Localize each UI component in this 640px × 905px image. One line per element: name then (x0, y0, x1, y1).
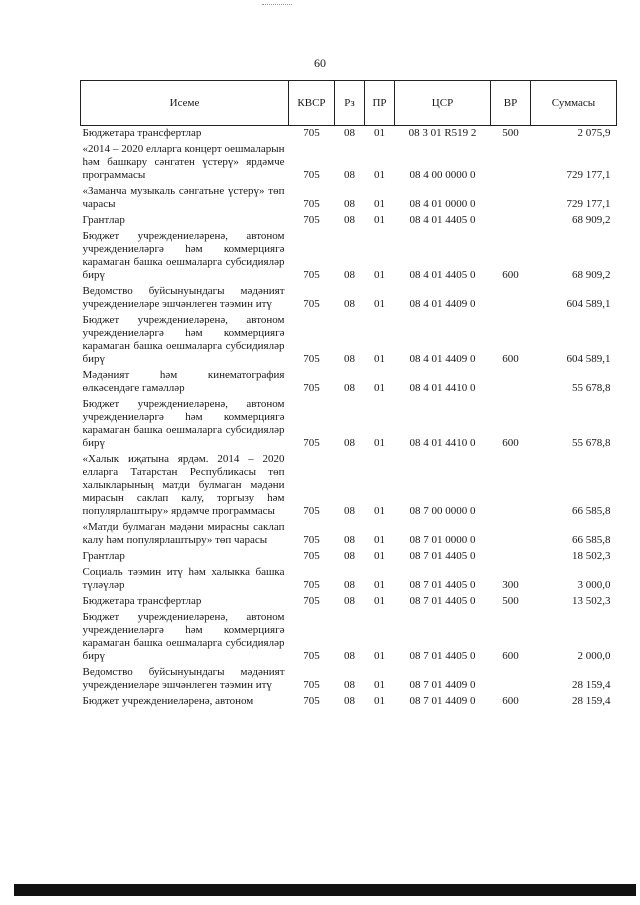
table-row (81, 213, 617, 229)
cell-sum: 13 502,3 (572, 595, 611, 607)
table-row (81, 368, 617, 397)
cell-vr (491, 284, 531, 313)
cell-kvsr: 705 (303, 353, 320, 365)
cell-rz: 08 (344, 298, 355, 310)
table-row (81, 520, 617, 549)
cell-name: Бюджет учреждениеләренә, автоном (82, 695, 254, 707)
cell-sum: 66 585,8 (572, 505, 611, 517)
cell-pr: 01 (374, 679, 385, 691)
cell-rz: 08 (344, 579, 355, 591)
page-number: 60 (314, 56, 326, 70)
cell-pr: 01 (374, 169, 385, 181)
cell-csr: 08 7 00 0000 0 (409, 505, 476, 517)
header-csr: ЦСР (395, 81, 491, 126)
cell-rz: 08 (344, 679, 355, 691)
cell-vr (491, 665, 531, 694)
cell-name: Социаль тәэмин итү һәм халыкка башка түләүләр (82, 566, 285, 591)
table-header-row (81, 81, 617, 126)
cell-name: Грантлар (82, 550, 125, 562)
table-row (81, 665, 617, 694)
cell-sum: 28 159,4 (572, 695, 611, 707)
cell-rz: 08 (344, 169, 355, 181)
cell-rz: 08 (344, 198, 355, 210)
cell-name: Грантлар (82, 214, 125, 226)
cell-vr (491, 452, 531, 520)
cell-kvsr: 705 (303, 650, 320, 662)
cell-csr: 08 4 01 4409 0 (409, 353, 476, 365)
budget-table (80, 80, 617, 710)
scan-bottom-edge (14, 884, 636, 896)
cell-vr: 600 (502, 437, 519, 449)
cell-vr (491, 213, 531, 229)
cell-name: Ведомство буйсынуындагы мәдәният учреждениеләре эшчәнлеген тәэмин итү (82, 666, 285, 691)
cell-vr: 600 (502, 269, 519, 281)
cell-pr: 01 (374, 214, 385, 226)
cell-kvsr: 705 (303, 298, 320, 310)
header-sum: Суммасы (531, 81, 617, 126)
table-row (81, 229, 617, 284)
cell-sum: 729 177,1 (566, 169, 611, 181)
cell-kvsr: 705 (303, 534, 320, 546)
cell-vr: 600 (502, 695, 519, 707)
cell-kvsr: 705 (303, 437, 320, 449)
cell-pr: 01 (374, 353, 385, 365)
cell-rz: 08 (344, 534, 355, 546)
cell-rz: 08 (344, 437, 355, 449)
cell-csr: 08 7 01 4405 0 (409, 550, 476, 562)
cell-sum: 68 909,2 (572, 269, 611, 281)
cell-pr: 01 (374, 550, 385, 562)
cell-name: «2014 – 2020 елларга концерт оешмаларын һәм башкару сәнгатен үстерү» ярдәмче программасы (82, 143, 285, 181)
cell-rz: 08 (344, 505, 355, 517)
cell-rz: 08 (344, 595, 355, 607)
cell-vr: 600 (502, 353, 519, 365)
cell-rz: 08 (344, 127, 355, 139)
cell-sum: 604 589,1 (566, 353, 611, 365)
cell-rz: 08 (344, 650, 355, 662)
cell-rz: 08 (344, 695, 355, 707)
cell-csr: 08 7 01 4405 0 (409, 595, 476, 607)
header-vr: ВР (491, 81, 531, 126)
cell-name: Мәдәният һәм кинематография өлкәсендәге гамәлләр (82, 369, 285, 394)
cell-csr: 08 7 01 4405 0 (409, 579, 476, 591)
cell-vr: 300 (502, 579, 519, 591)
cell-csr: 08 7 01 4409 0 (409, 679, 476, 691)
table-row (81, 565, 617, 594)
table-row (81, 549, 617, 565)
table-row (81, 694, 617, 710)
cell-sum: 3 000,0 (577, 579, 611, 591)
cell-csr: 08 4 00 0000 0 (409, 169, 476, 181)
table-row (81, 397, 617, 452)
cell-csr: 08 7 01 0000 0 (409, 534, 476, 546)
cell-name: Бюджет учреждениеләренә, автоном учреждениеләргә һәм коммерциягә карамаган башка оешмаларга субсидияләр бирү (82, 314, 285, 365)
cell-name: Ведомство буйсынуындагы мәдәният учреждениеләре эшчәнлеген тәэмин итү (82, 285, 285, 310)
cell-kvsr: 705 (303, 127, 320, 139)
cell-rz: 08 (344, 382, 355, 394)
cell-rz: 08 (344, 269, 355, 281)
cell-rz: 08 (344, 550, 355, 562)
header-pr: ПР (365, 81, 395, 126)
cell-kvsr: 705 (303, 382, 320, 394)
cell-pr: 01 (374, 579, 385, 591)
table-row (81, 452, 617, 520)
cell-sum: 28 159,4 (572, 679, 611, 691)
cell-rz: 08 (344, 214, 355, 226)
cell-name: Бюджетара трансфертлар (82, 127, 202, 139)
table-row (81, 594, 617, 610)
cell-sum: 68 909,2 (572, 214, 611, 226)
cell-vr (491, 142, 531, 184)
cell-sum: 55 678,8 (572, 382, 611, 394)
cell-vr (491, 549, 531, 565)
cell-sum: 2 075,9 (577, 127, 611, 139)
cell-vr (491, 520, 531, 549)
header-kvsr: КВСР (289, 81, 335, 126)
cell-kvsr: 705 (303, 550, 320, 562)
cell-kvsr: 705 (303, 269, 320, 281)
cell-name: Бюджет учреждениеләренә, автоном учреждениеләргә һәм коммерциягә карамаган башка оешмаларга субсидияләр бирү (82, 611, 285, 662)
cell-name: Бюджет учреждениеләренә, автоном учреждениеләргә һәм коммерциягә карамаган башка оешмаларга субсидияләр бирү (82, 398, 285, 449)
header-rz: Рз (335, 81, 365, 126)
cell-pr: 01 (374, 534, 385, 546)
cell-kvsr: 705 (303, 505, 320, 517)
table-row (81, 184, 617, 213)
cell-sum: 66 585,8 (572, 534, 611, 546)
cell-vr: 600 (502, 650, 519, 662)
cell-csr: 08 7 01 4409 0 (409, 695, 476, 707)
table-row (81, 142, 617, 184)
cell-sum: 729 177,1 (566, 198, 611, 210)
cell-vr: 500 (502, 595, 519, 607)
cell-kvsr: 705 (303, 169, 320, 181)
table-row (81, 610, 617, 665)
cell-pr: 01 (374, 198, 385, 210)
cell-csr: 08 4 01 4410 0 (409, 437, 476, 449)
cell-vr (491, 184, 531, 213)
cell-sum: 18 502,3 (572, 550, 611, 562)
cell-vr (491, 368, 531, 397)
cell-pr: 01 (374, 650, 385, 662)
cell-kvsr: 705 (303, 595, 320, 607)
cell-kvsr: 705 (303, 695, 320, 707)
cell-name: Бюджетара трансфертлар (82, 595, 202, 607)
cell-sum: 55 678,8 (572, 437, 611, 449)
cell-kvsr: 705 (303, 214, 320, 226)
cell-csr: 08 4 01 4410 0 (409, 382, 476, 394)
cell-pr: 01 (374, 505, 385, 517)
cell-name: «Халык иҗатына ярдәм. 2014 – 2020 елларга Татарстан Республикасы төп халыкларының матди булмаган мәдәни мирасын саклап калу, торгызу һәм популярлаштыру» ярдәмче программасы (82, 453, 285, 517)
cell-name: «Матди булмаган мәдәни мирасны саклап калу һәм популярлаштыру» төп чарасы (82, 521, 285, 546)
cell-pr: 01 (374, 382, 385, 394)
cell-csr: 08 7 01 4405 0 (409, 650, 476, 662)
cell-name: «Заманча музыкаль сәнгатьне үстерү» төп чарасы (82, 185, 285, 210)
cell-pr: 01 (374, 127, 385, 139)
cell-pr: 01 (374, 595, 385, 607)
cell-name: Бюджет учреждениеләренә, автоном учреждениеләргә һәм коммерциягә карамаган башка оешмаларга субсидияләр бирү (82, 230, 285, 281)
cell-sum: 604 589,1 (566, 298, 611, 310)
cell-pr: 01 (374, 437, 385, 449)
cell-pr: 01 (374, 695, 385, 707)
table-body (81, 126, 617, 711)
cell-sum: 2 000,0 (577, 650, 611, 662)
cell-csr: 08 4 01 0000 0 (409, 198, 476, 210)
scan-artifact (262, 4, 292, 5)
cell-csr: 08 4 01 4405 0 (409, 214, 476, 226)
cell-pr: 01 (374, 298, 385, 310)
cell-kvsr: 705 (303, 579, 320, 591)
cell-kvsr: 705 (303, 679, 320, 691)
cell-rz: 08 (344, 353, 355, 365)
cell-csr: 08 4 01 4405 0 (409, 269, 476, 281)
header-name: Исеме (81, 81, 289, 126)
table-row (81, 313, 617, 368)
cell-kvsr: 705 (303, 198, 320, 210)
cell-csr: 08 3 01 R519 2 (408, 127, 477, 139)
cell-csr: 08 4 01 4409 0 (409, 298, 476, 310)
cell-vr: 500 (502, 127, 519, 139)
table-row (81, 284, 617, 313)
table-row (81, 126, 617, 143)
cell-pr: 01 (374, 269, 385, 281)
